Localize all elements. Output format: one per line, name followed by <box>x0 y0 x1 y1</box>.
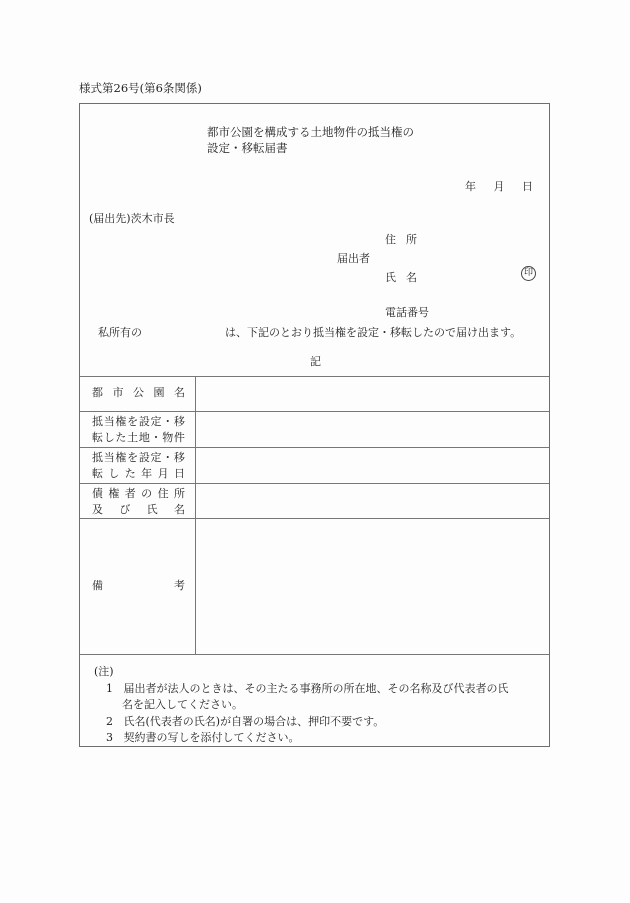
creditor-label-line1 <box>92 486 185 502</box>
ownership-statement: は、下記のとおり抵当権を設定・移転したので届け出ます。 <box>225 326 522 339</box>
remarks-label <box>92 578 185 594</box>
label-char: ・ <box>150 431 162 444</box>
label-char: 移 <box>173 415 185 428</box>
mortgaged-property-label-line2 <box>92 430 185 446</box>
mortgage-date-label-line2 <box>92 466 185 482</box>
table-row <box>80 411 195 447</box>
seal-icon: 印 <box>521 266 536 281</box>
ownership-prefix: 私所有の <box>98 326 142 339</box>
label-char: 日 <box>173 467 185 480</box>
label-char: 抵 <box>92 415 103 428</box>
table-row <box>80 518 195 654</box>
note-item-3: 3 契約書の写しを添付してください。 <box>106 731 300 744</box>
creditor-input[interactable] <box>196 484 549 518</box>
label-char: 住 <box>157 487 169 500</box>
form-title-line1: 都市公園を構成する土地物件の抵当権の <box>207 125 414 139</box>
label-char: 名 <box>174 386 185 399</box>
note-item-2: 2 氏名(代表者の氏名)が自署の場合は、押印不要です。 <box>106 714 385 728</box>
label-char: 公 <box>133 386 144 399</box>
label-char: 者 <box>124 487 136 500</box>
phone-label: 電話番号 <box>385 306 429 319</box>
label-char: 件 <box>173 431 185 444</box>
table-row <box>80 447 195 483</box>
form-number: 様式第26号(第6条関係) <box>79 81 202 95</box>
creditor-label-line2 <box>92 502 185 518</box>
label-char: 権 <box>115 415 127 428</box>
notes-section <box>94 664 544 747</box>
address-label: 住所 <box>385 233 427 246</box>
label-char: 都 <box>92 386 103 399</box>
table-row <box>80 483 195 518</box>
label-char: 当 <box>103 451 115 464</box>
label-char: 権 <box>108 487 120 500</box>
label-char: 名 <box>173 503 185 516</box>
mortgaged-property-label-line1 <box>92 414 185 430</box>
label-char: を <box>127 415 139 428</box>
label-char: 転 <box>92 467 103 480</box>
notification-form <box>79 103 550 747</box>
date-field[interactable] <box>451 178 533 194</box>
mortgage-date-label-line1 <box>92 450 185 466</box>
ki-heading: 記 <box>310 355 321 368</box>
date-month-label: 月 <box>493 180 505 193</box>
table-row <box>80 376 195 411</box>
label-char: 及 <box>92 503 103 516</box>
note-item-1-continued: 名を記入してください。 <box>122 698 243 711</box>
label-char: 年 <box>141 467 153 480</box>
notifier-label: 届出者 <box>337 252 370 265</box>
label-char: 設 <box>138 451 150 464</box>
mortgage-date-input[interactable] <box>196 448 549 483</box>
label-char: 所 <box>173 487 185 500</box>
label-char: び <box>119 503 131 516</box>
date-day-label: 日 <box>522 180 533 193</box>
label-char: 考 <box>174 579 185 592</box>
label-char: 抵 <box>92 451 103 464</box>
label-char: ・ <box>162 415 174 428</box>
label-char: 土 <box>127 431 139 444</box>
addressee: (届出先)茨木市長 <box>89 212 175 225</box>
label-char: 設 <box>138 415 150 428</box>
date-year-label: 年 <box>465 180 476 193</box>
table-divider <box>80 654 549 655</box>
label-char: 転 <box>92 431 103 444</box>
label-char: 債 <box>92 487 103 500</box>
label-char: 月 <box>157 467 169 480</box>
label-char: 氏 <box>146 503 158 516</box>
label-char: 備 <box>92 579 103 592</box>
mortgaged-property-input[interactable] <box>196 412 549 447</box>
label-char: た <box>124 467 136 480</box>
park-name-label <box>92 385 185 401</box>
label-char: 物 <box>162 431 174 444</box>
label-char: し <box>108 467 120 480</box>
note-item-1: 1 届出者が法人のときは、その主たる事務所の所在地、その名称及び代表者の氏 <box>106 681 509 695</box>
form-title-line2: 設定・移転届書 <box>207 141 288 155</box>
name-label: 氏名 <box>385 271 427 284</box>
label-char: 地 <box>138 431 150 444</box>
label-char: 定 <box>150 415 162 428</box>
remarks-input[interactable] <box>196 519 549 654</box>
label-char: の <box>141 487 153 500</box>
label-char: 市 <box>112 386 124 399</box>
label-char: 移 <box>173 451 185 464</box>
label-char: 当 <box>103 415 115 428</box>
label-char: た <box>115 431 127 444</box>
label-char: 権 <box>115 451 127 464</box>
park-name-input[interactable] <box>196 377 549 411</box>
label-char: 定 <box>150 451 162 464</box>
label-char: 園 <box>153 386 165 399</box>
notes-heading: (注) <box>94 665 114 678</box>
label-char: し <box>103 431 115 444</box>
label-char: を <box>127 451 139 464</box>
label-char: ・ <box>162 451 174 464</box>
